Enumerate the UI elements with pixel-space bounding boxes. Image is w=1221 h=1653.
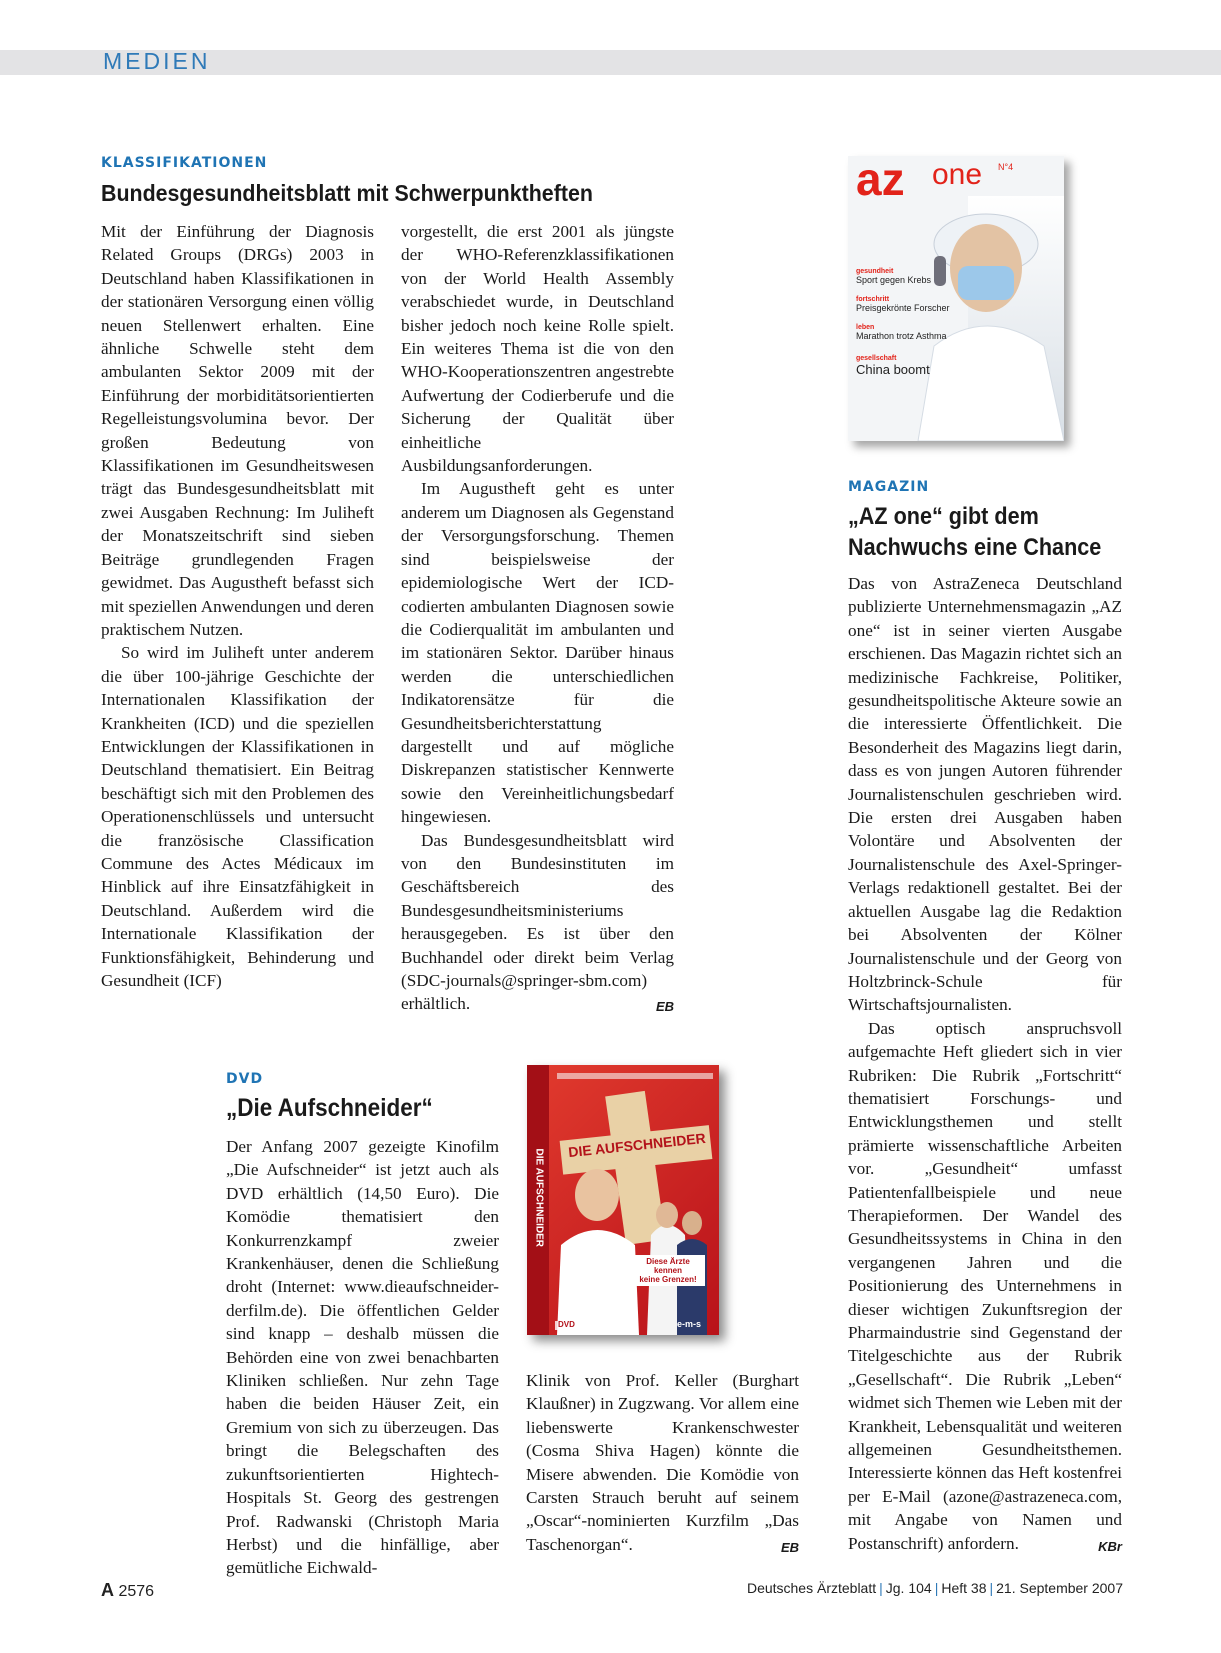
article2-title-line-1: „AZ one“ gibt dem xyxy=(848,503,1039,530)
page-number xyxy=(101,1580,154,1601)
journal-issue: Heft 38 xyxy=(941,1580,987,1596)
article1-col2-paragraph-1: vorgestellt, die erst 2001 als jüngste der WHO-Referenzklassifikationen von der World Health Assembly verabschiedet wurde, in Deutschland bisher jedoch noch keine Rolle spielt. Ein weiteres Thema ist die von den WHO-Kooperationszentren angestrebte Aufwertung der Codierberufe und die Sicherung der Qualität über einheitliche Ausbildungsanforderungen. xyxy=(401,222,674,476)
article2-signature: KBr xyxy=(1098,1538,1122,1554)
article1-col2-paragraph-3-text: Das Bundesgesundheitsblatt wird von den Bundesinstituten im Geschäftsbereich des Bundesgesundheitsministeriums herausgegeben. Es ist über den Buchhandel oder direkt beim Verlag (SDC-journals@springer-sbm.com) erhältlich. xyxy=(401,830,674,1014)
article2-title-line-2: Nachwuchs eine Chance xyxy=(848,534,1102,561)
footer-separator: | xyxy=(934,1580,939,1596)
magazine-cover-items xyxy=(856,268,968,377)
article1-col1-paragraph-1: Mit der Einführung der Diagnosis Related Groups (DRGs) 2003 in Deutschland haben Klassifikationen in der stationären Versorgung einen völlig neuen Stellenwert erhalten. Eine ähnliche Schwelle steht dem ambulanten Sektor 2009 mit der Einführung der morbiditätsorientierten Regelleistungsvolumina bevor. Der großen Bedeutung von Klassifikationen im Gesundheitswesen trägt das Bundesgesundheitsblatt mit zwei Ausgaben Rechnung: Im Juliheft der Monatszeitschrift sind sieben Beiträge grundlegenden Fragen gewidmet. Das Augustheft befasst sich mit speziellen Anwendungen und deren praktischem Nutzen. xyxy=(101,222,374,639)
magazine-item: fortschritt Preisgekrönte Forscher xyxy=(856,296,950,313)
dvd-title: DIE AUFSCHNEIDER xyxy=(567,1129,707,1161)
article2-kicker: MAGAZIN xyxy=(848,479,930,495)
article1-col1-paragraph-2: So wird im Juliheft unter anderem die über 100-jährige Geschichte der Internationalen Klassifikation der Krankheiten (ICD) und die speziellen Entwicklungen der Klassifikationen in Deutschland thematisiert. Ein Beitrag beschäftigt sich mit den Problemen des Operationenschlüssels und untersucht die französische Classification Commune des Actes Médicaux im Hinblick auf ihre Einsatzfähigkeit in Deutschland. Außerdem wird die Internationale Klassifikation der Funktionsfähigkeit, Behinderung und Gesundheit (ICF) xyxy=(101,643,374,990)
page-prefix: A xyxy=(101,1580,114,1600)
section-label: MEDIEN xyxy=(103,48,211,74)
magazine-cover-image xyxy=(848,156,1064,441)
article1-title: Bundesgesundheitsblatt mit Schwerpunktheften xyxy=(101,180,593,206)
journal-volume: Jg. 104 xyxy=(885,1580,932,1596)
journal-name: Deutsches Ärzteblatt xyxy=(746,1580,877,1596)
article2-column xyxy=(848,572,1122,1558)
article1-col2-paragraph-3 xyxy=(401,829,674,1016)
article2-title xyxy=(848,501,1101,563)
magazine-logo-az: az xyxy=(856,156,905,205)
dvd-cover-art xyxy=(527,1065,719,1335)
page-number-value: 2576 xyxy=(118,1583,155,1600)
journal-footer xyxy=(747,1580,1123,1596)
article1-column-1 xyxy=(101,220,374,992)
magazine-issue: N°4 xyxy=(998,162,1014,172)
dvd-brand-logo: e-m-s xyxy=(677,1319,702,1329)
article1-kicker: KLASSIFIKATIONEN xyxy=(101,155,268,171)
dvd-cover-image xyxy=(527,1065,719,1335)
article3-col2-text: Klinik von Prof. Keller (Burghart Klaußner) in Zugzwang. Vor allem eine liebenswerte Krankenschwester (Cosma Shiva Hagen) könnte die Misere abwenden. Die Komödie von Carsten Strauch beruht auf seinem „Oscar“-nominierten Kurzfilm „Das Taschenorgan“. xyxy=(526,1371,799,1554)
article3-title: „Die Aufschneider“ xyxy=(226,1094,433,1122)
article1-signature: EB xyxy=(655,999,674,1015)
article3-col1-paragraph: Der Anfang 2007 gezeigte Kinofilm „Die Aufschneider“ ist jetzt auch als DVD erhältlich (14,50 Euro). Die Komödie thematisiert den Konkurrenzkampf zweier Krankenhäuser, denen die Schließung droht (Internet: www.dieaufschneider-derfilm.de). Die öffentlichen Gelder sind knapp – deshalb müssen die Behörden eine von zwei benachbarten Kliniken schließen. Nur zehn Tage haben die beiden Häuser Zeit, ein Gremium von sich zu überzeugen. Das bringt die Belegschaften des zukunftsorientierten Hightech-Hospitals St. Georg des gestrengen Prof. Radwanski (Christoph Maria Herbst) und die hinfällige, aber gemütliche Eichwald- xyxy=(226,1137,499,1578)
article3-column-1 xyxy=(226,1135,499,1580)
article3-kicker: DVD xyxy=(226,1071,264,1087)
article3-column-2 xyxy=(526,1369,799,1559)
article1-column-2 xyxy=(401,220,674,1019)
magazine-item: leben Marathon trotz Asthma xyxy=(856,324,947,341)
article1-col2-paragraph-2: Im Augustheft geht es unter anderem um Diagnosen als Gegenstand der Versorgungsforschung. Themen sind beispielsweise der epidemiologische Wert der ICD-codierten ambulanten Diagnosen sowie die Codierqualität im ambulanten und im stationären Sektor. Darüber hinaus werden die unterschiedlichen Indikatorensätze für die Gesundheitsberichterstattung dargestellt und auf mögliche Diskrepanzen statistischer Kennwerte sowie den Vereinheitlichungsbedarf hingewiesen. xyxy=(401,479,674,827)
article3-col2-paragraph xyxy=(526,1369,799,1556)
article3-signature: EB xyxy=(780,1539,799,1555)
dvd-tagline: Diese Ärzte kennen keine Grenzen! xyxy=(631,1255,705,1286)
magazine-logo-one: one xyxy=(932,158,983,191)
dvd-format-logo: DVD xyxy=(558,1320,575,1329)
dvd-spine-title: DIE AUFSCHNEIDER xyxy=(533,1148,545,1248)
journal-date: 21. September 2007 xyxy=(996,1580,1123,1596)
magazine-item: gesundheit Sport gegen Krebs xyxy=(856,268,932,285)
footer-separator: | xyxy=(989,1580,994,1596)
magazine-item: gesellschaft China boomt xyxy=(856,355,930,377)
article2-paragraph-2 xyxy=(848,1017,1122,1555)
article2-paragraph-1: Das von AstraZeneca Deutschland publizierte Unternehmensmagazin „AZ one“ ist in seiner vierten Ausgabe erschienen. Das Magazin richtet sich an medizinische Fachkreise, Politiker, gesundheitspolitische Akteure sowie an die interessierte Öffentlichkeit. Die Besonderheit des Magazins liegt darin, dass es von jungen Autoren führender Journalistenschulen geschrieben wird. Die ersten drei Ausgaben haben Volontäre und Absolventen der Journalistenschule des Axel-Springer-Verlags redaktionell gestaltet. Bei der aktuellen Ausgabe lag die Redaktion bei Absolventen der Kölner Journalistenschule und der Georg von Holtzbrinck-Schule für Wirtschaftsjournalisten. xyxy=(848,574,1122,1015)
article2-paragraph-2-text: Das optisch anspruchsvoll aufgemachte Heft gliedert sich in vier Rubriken: Die Rubrik „Fortschritt“ thematisiert Forschungs- und Entwicklungsthemen und stellt prämierte wissenschaftliche Arbeiten vor. „Gesundheit“ umfasst Patientenfallbeispiele und neue Therapieformen. Der Wandel des Gesundheitssystems in China in den vergangenen Jahren und die Positionierung des Unternehmens in dieser wichtigen Zukunftsregion der Pharmaindustrie sind Gegenstand der Titelgeschichte aus der Rubrik „Gesellschaft“. Die Rubrik „Leben“ widmet sich Themen wie Leben mit der Krankheit, Lebensqualität und weiteren allgemeinen Gesundheitsthemen. Interessierte können das Heft kostenfrei per E-Mail (azone@astrazeneca.com, mit Angabe von Namen und Postanschrift) anfordern. xyxy=(848,1018,1122,1553)
footer-separator: | xyxy=(879,1580,883,1596)
